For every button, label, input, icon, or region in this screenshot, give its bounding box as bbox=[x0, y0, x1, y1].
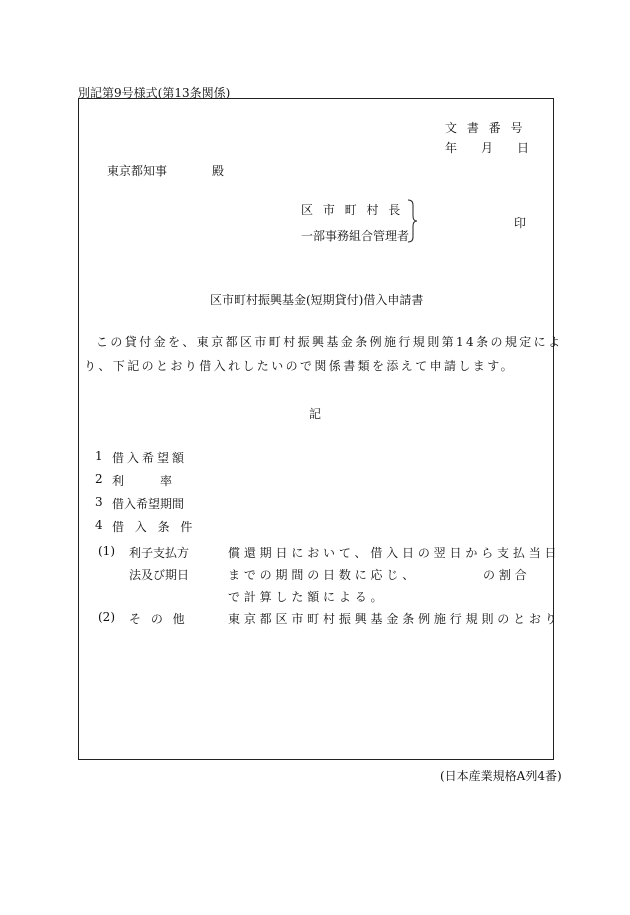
applicant-role-union: 一部事務組合管理者 bbox=[301, 229, 410, 243]
brace-mark bbox=[406, 199, 418, 243]
body-text-line-2: り、下記のとおり借入れしたいので関係書類を添えて申請します。 bbox=[84, 359, 516, 373]
condition-2-number: (2) bbox=[98, 610, 115, 624]
condition-2-text: 東京都区市町村振興基金条例施行規則のとおり bbox=[228, 612, 561, 626]
item-2-number: 2 bbox=[95, 472, 103, 486]
item-1-number: 1 bbox=[95, 449, 103, 463]
condition-1-label-a: 利子支払方 bbox=[129, 546, 190, 560]
body-text-line-1: この貸付金を、東京都区市町村振興基金条例施行規則第14条の規定によ bbox=[96, 335, 563, 349]
document-number-label: 文 書 番 号 bbox=[445, 121, 526, 135]
item-1-label: 借入希望額 bbox=[112, 451, 188, 465]
condition-1-text-1: 償還期日において、借入日の翌日から支払当日 bbox=[228, 546, 561, 560]
addressee-name: 東京都知事 bbox=[107, 164, 168, 178]
item-2-label: 利 率 bbox=[112, 474, 173, 488]
condition-1-text-2: までの期間の日数に応じ、 bbox=[228, 568, 419, 582]
applicant-role-mayor: 区 市 町 村 長 bbox=[301, 203, 404, 217]
condition-1-number: (1) bbox=[98, 544, 115, 558]
item-4-label: 借入条件 bbox=[112, 520, 204, 534]
condition-1-rate-suffix: の割合 bbox=[483, 568, 531, 582]
addressee-honorific: 殿 bbox=[212, 164, 225, 178]
form-header-note: 別記第9号様式(第13条関係) bbox=[78, 86, 231, 100]
condition-1-text-3: で計算した額による。 bbox=[228, 590, 387, 604]
item-3-label: 借入希望期間 bbox=[112, 497, 185, 511]
item-3-number: 3 bbox=[95, 495, 103, 509]
condition-2-label: そ の 他 bbox=[129, 612, 188, 626]
condition-1-label-b: 法及び期日 bbox=[129, 568, 190, 582]
form-title: 区市町村振興基金(短期貸付)借入申請書 bbox=[210, 293, 424, 307]
form-frame bbox=[78, 98, 554, 760]
date-label: 年 月 日 bbox=[445, 141, 530, 155]
record-heading: 記 bbox=[309, 407, 322, 421]
seal-mark: 印 bbox=[514, 216, 527, 230]
item-4-number: 4 bbox=[95, 518, 103, 532]
paper-size-note: (日本産業規格A列4番) bbox=[440, 769, 562, 783]
